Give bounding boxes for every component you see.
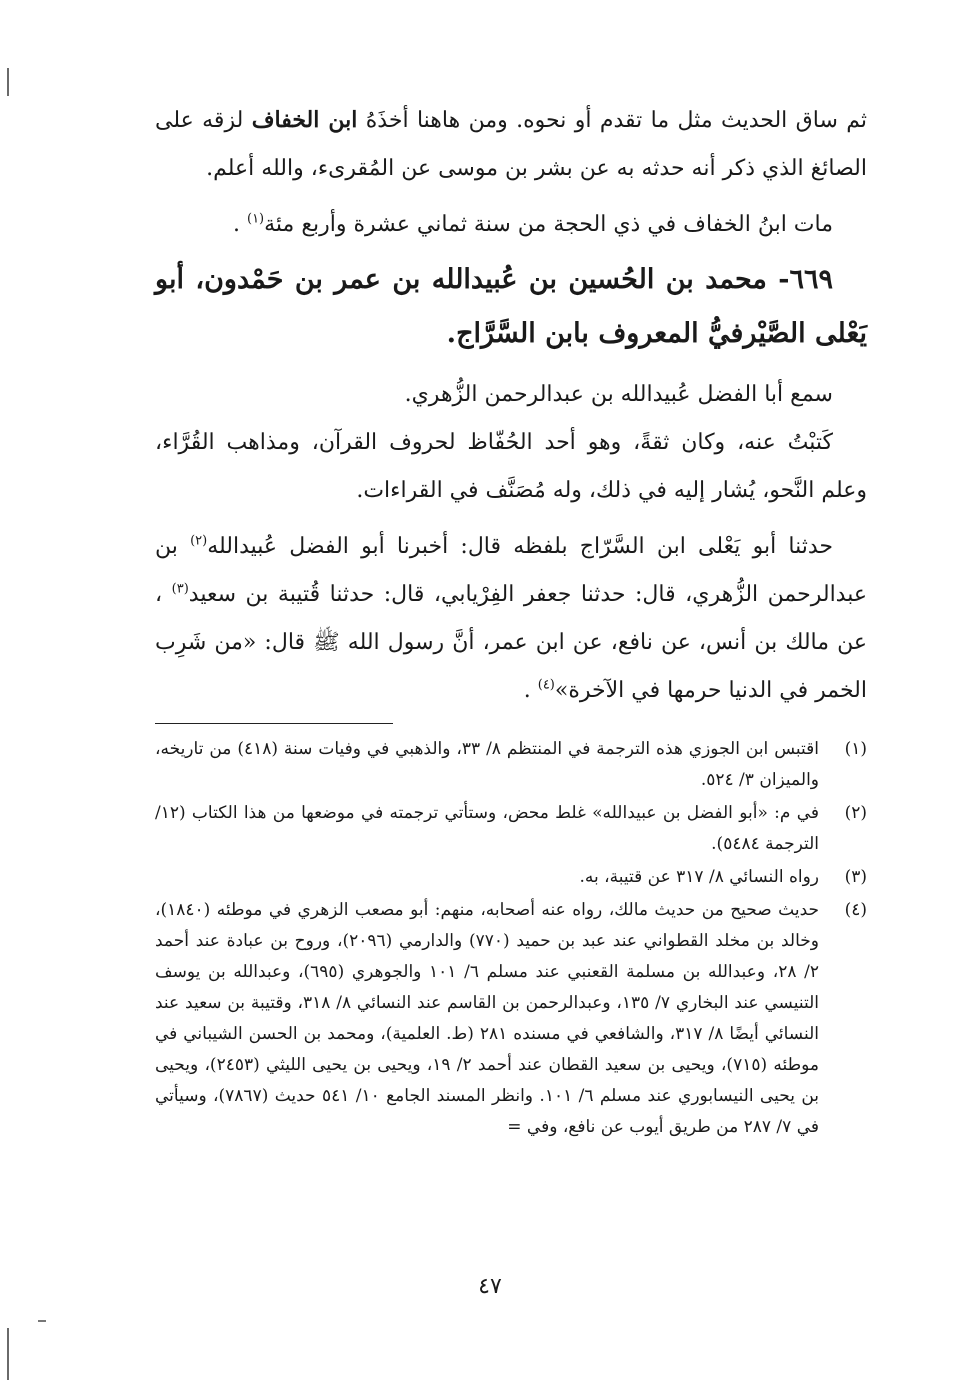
footnote xyxy=(155,798,867,860)
footnote-ref: (١) xyxy=(246,211,265,227)
footnote-number: (٤) xyxy=(844,900,867,920)
footnotes xyxy=(155,734,867,1143)
bold-name: ابن الخفاف xyxy=(251,107,358,133)
scan-edge-mark xyxy=(7,68,9,96)
footnote-text: اقتبس ابن الجوزي هذه الترجمة في المنتظم ٨/ ٣٣، والذهبي في وفيات سنة (٤١٨) من تاريخه، والميزان ٣/ ٥٢٤. xyxy=(155,739,819,790)
scan-edge-mark xyxy=(7,1328,9,1380)
main-text xyxy=(155,96,867,715)
footnote-number: (٣) xyxy=(844,867,867,887)
footnote xyxy=(155,862,867,893)
footnote-ref: (٢) xyxy=(190,533,208,549)
entry-heading: ٦٦٩- محمد بن الحُسين بن عُبيدالله بن عمر بن حَمْدون، أبو يَعْلى الصَّيْرفيُّ المعروف بابن السَّرَّاج. xyxy=(155,264,867,349)
footnote-number: (١) xyxy=(844,739,867,759)
footnote-separator xyxy=(155,723,393,724)
paragraph-hadith: حدثنا أبو يَعْلى ابن السَّرّاج بلفظه قال: أخبرنا أبو الفضل عُبيدالله$^{(٢)}$ بن عبدالرحمن الزُّهري، قال: حدثنا جعفر الفِرْيابي، قال: حدثنا قُتيبة بن سعيد$^{(٣)}$ ، عن مالك بن أنس، عن نافع، عن ابن عمر، أنَّ رسول الله ﷺ قال: «من شَرِب الخمر في الدنيا حرمها في الآخرة»$^{(٤)}$ . xyxy=(155,533,867,703)
footnote xyxy=(155,734,867,796)
scan-dash-mark xyxy=(38,1320,46,1322)
footnote-ref: (٣) xyxy=(171,581,189,597)
paragraph-heard: سمع أبا الفضل عُبيدالله بن عبدالرحمن الزُّهري. xyxy=(404,382,833,407)
footnote-text: رواه النسائي ٨/ ٣١٧ عن قتيبة، به. xyxy=(579,867,819,887)
paragraph-death: مات ابنُ الخفاف في ذي الحجة من سنة ثماني عشرة وأربع مئة$^{(١)}$ . xyxy=(232,211,833,237)
footnote-text: في م: «أبو الفضل بن عبيدالله» غلط محض، وستأتي ترجمته في موضعها من هذا الكتاب (١٢/ الترجمة ٥٤٨٤). xyxy=(155,803,819,854)
paragraph-isnad-note: ثم ساق الحديث مثل ما تقدم أو نحوه. ومن هاهنا أخذَهُ ابن الخفاف لزقه على الصائغ الذي ذكر أنه حدثه به عن بشر بن موسى عن المُقرىء، والله أعلم. xyxy=(155,107,868,181)
page-content xyxy=(155,96,867,1145)
footnote-text: حديث صحيح من حديث مالك، رواه عنه أصحابه، منهم: أبو مصعب الزهري في موطئه (١٨٤٠)، وخالد بن مخلد القطواني عند عبد بن حميد (٧٧٠) والدارمي (٢٠٩٦)، وروح بن عبادة عند أحمد ٢/ ٢٨، وعبدالله بن مسلمة القعنبي عند مسلم ٦/ ١٠١ والجوهري (٦٩٥)، وعبدالله بن يوسف التنيسي عند البخاري ٧/ ١٣٥، وعبدالرحمن بن القاسم عند النسائي ٨/ ٣١٨، وقتيبة بن سعيد عند النسائي أيضًا ٨/ ٣١٧، والشافعي في مسنده ٢٨١ (ط. العلمية)، ومحمد بن الحسن الشيباني في موطئه (٧١٥)، ويحيى بن سعيد القطان عند أحمد ٢/ ١٩، ويحيى بن يحيى الليثي (٢٤٥٣)، ويحيى بن يحيى النيسابوري عند مسلم ٦/ ١٠١. وانظر المسند الجامع ١٠/ ٥٤١ حديث (٧٨٦٧)، وسيأتي في ٧/ ٢٨٧ من طريق أيوب عن نافع، وفي = xyxy=(155,900,820,1137)
footnote xyxy=(155,895,867,1143)
footnote-ref: (٤) xyxy=(537,677,555,693)
page-number: ٤٧ xyxy=(478,1274,502,1299)
paragraph-wrote: كَتبْتُ عنه، وكان ثقةً، وهو أحد الحُفّاظ لحروف القرآن، ومذاهب القُرَّاء، وعلم النَّحو، يُشار إليه في ذلك، وله مُصَنَّف في القراءات. xyxy=(155,430,867,503)
footnote-number: (٢) xyxy=(844,803,867,823)
